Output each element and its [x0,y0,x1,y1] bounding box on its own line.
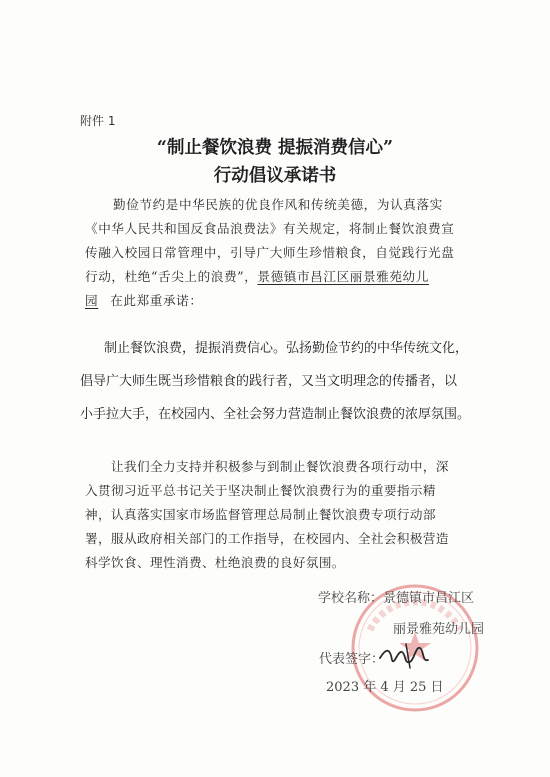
document-subtitle: 行动倡议承诺书 [213,166,337,186]
paragraph-line: 小手拉大手，在校园内、全社会努力营造制止餐饮浪费的浓厚氛围。 [80,407,471,422]
document-title: “制止餐饮浪费 提振消费信心” [156,138,394,158]
paragraph-line: 署，服从政府相关部门的工作指导，在校园内、全社会积极营造 [85,531,449,546]
school-name-underlined-end: 园 [85,293,99,308]
paragraph-text: 在此郑重承诺： [110,293,203,308]
paragraph-line [85,266,429,285]
school-name-underlined: 景德镇市昌江区丽景雅苑幼儿 [257,269,429,284]
school-name-label: 学校名称：景德镇市昌江区 [318,591,475,606]
school-name-line2: 丽景雅苑幼儿园 [393,622,485,637]
paragraph-line: 倡导广大师生既当珍惜粮食的践行者，又当文明理念的传播者，以 [80,374,458,389]
paragraph-line: 勤俭节约是中华民族的优良作风和传统美德，为认真落实 [113,197,443,212]
paragraph-pledge [80,337,500,437]
paragraph-call-to-action [85,456,497,570]
attachment-label: 附件 1 [80,114,116,128]
paragraph-line: 神，认真落实国家市场监督管理总局制止餐饮浪费专项行动部 [85,507,436,522]
paragraph-intro [85,194,497,308]
paragraph-line: 传融入校园日常管理中，引导广大师生珍惜粮食，自觉践行光盘 [85,245,455,260]
paragraph-text: 行动，杜绝“舌尖上的浪费”， [85,269,258,284]
paragraph-line: 科学饮食、理性消费、杜绝浪费的良好氛围。 [85,555,345,570]
handwritten-signature [376,640,436,670]
signing-date: 2023 年 4 月 25 日 [326,680,444,695]
paragraph-line: 让我们全力支持并积极参与到制止餐饮浪费各项行动中，深 [111,459,449,474]
paragraph-line: 制止餐饮浪费，提振消费信心。弘扬勤俭节约的中华传统文化， [104,341,469,356]
paragraph-line: 入贯彻习近平总书记关于坚决制止餐饮浪费行为的重要指示精 [85,483,436,498]
paragraph-line [85,290,203,309]
representative-label: 代表签字： [319,652,385,667]
paragraph-line: 《中华人民共和国反食品浪费法》有关规定，将制止餐饮浪费宣 [85,221,455,236]
